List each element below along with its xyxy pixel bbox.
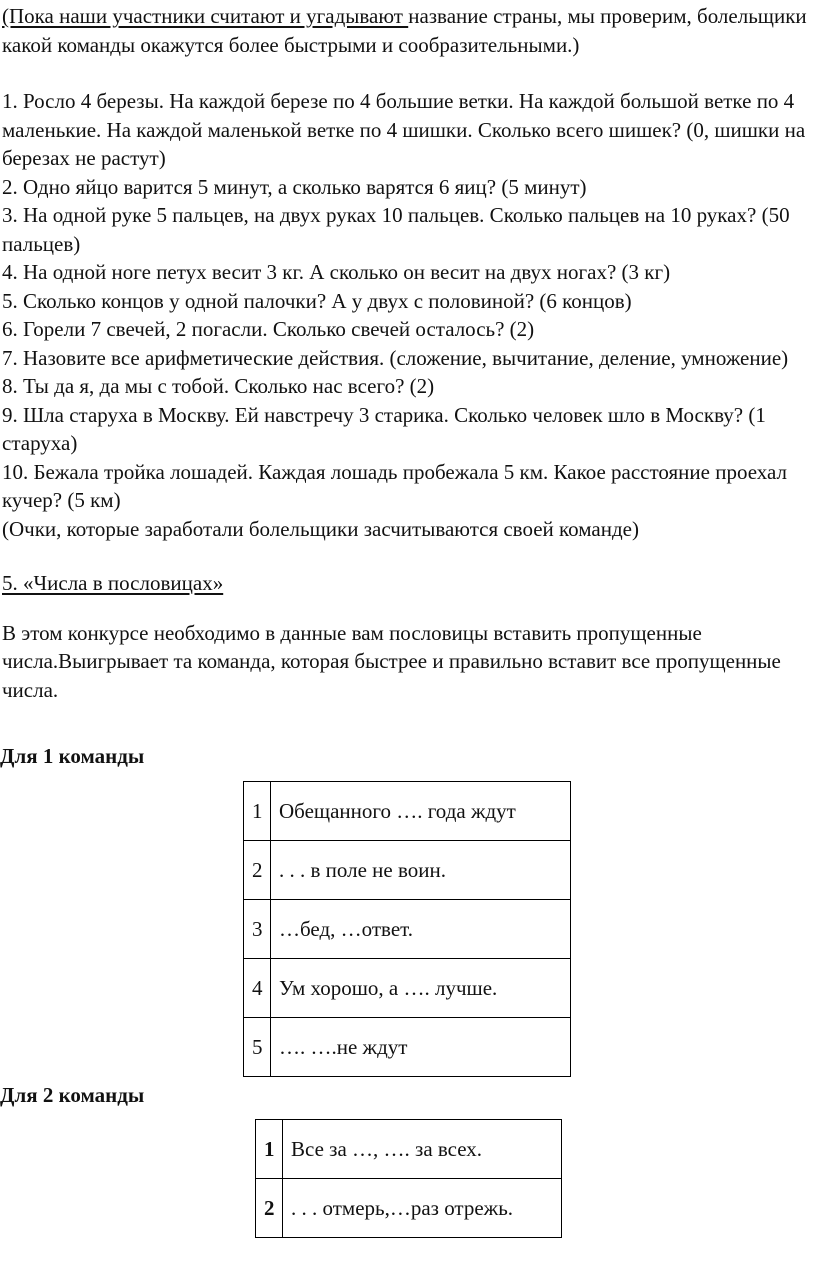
table-row	[244, 841, 571, 900]
row-number: 4	[244, 959, 271, 1018]
proverb-cell: Все за …, …. за всех.	[283, 1120, 562, 1179]
document-page	[2, 0, 814, 704]
team1-label: Для 1 команды	[0, 744, 145, 768]
table-row	[244, 900, 571, 959]
proverb-cell: …. ….не ждут	[271, 1018, 571, 1077]
questions-note: (Очки, которые заработали болельщики засчитываются своей команде)	[2, 516, 639, 541]
question-item: 5. Сколько концов у одной палочки? А у двух с половиной? (6 концов)	[2, 288, 632, 313]
section-description: В этом конкурсе необходимо в данные вам пословицы вставить пропущенные числа.Выигрывает та команда, которая быстрее и правильно вставит все пропущенные числа.	[2, 620, 781, 702]
question-item: 7. Назовите все арифметические действия. (сложение, вычитание, деление, умножение)	[2, 345, 789, 370]
question-item: 10. Бежала тройка лошадей. Каждая лошадь пробежала 5 км. Какое расстояние проехал кучер? (5 км)	[2, 459, 787, 512]
row-number: 1	[256, 1120, 283, 1179]
table-row	[256, 1179, 562, 1238]
question-item: 6. Горели 7 свечей, 2 погасли. Сколько свечей осталось? (2)	[2, 317, 535, 341]
team1-proverbs-table	[243, 781, 571, 1077]
table-row	[256, 1120, 562, 1179]
question-item: 2. Одно яйцо варится 5 минут, а сколько варятся 6 яиц? (5 минут)	[2, 174, 587, 199]
row-number: 1	[244, 782, 271, 841]
intro-paragraph	[2, 0, 814, 59]
table-row	[244, 1018, 571, 1077]
question-item: 9. Шла старуха в Москву. Ей навстречу 3 старика. Сколько человек шло в Москву? (1 старуха)	[2, 402, 766, 455]
row-number: 5	[244, 1018, 271, 1077]
row-number: 2	[244, 841, 271, 900]
proverb-cell: . . . в поле не воин.	[271, 841, 571, 900]
proverb-cell: Ум хорошо, а …. лучше.	[271, 959, 571, 1018]
question-item: 4. На одной ноге петух весит 3 кг. А сколько он весит на двух ногах? (3 кг)	[2, 260, 671, 284]
question-item: 3. На одной руке 5 пальцев, на двух руках 10 пальцев. Сколько пальцев на 10 руках? (50 пальцев)	[2, 203, 790, 256]
row-number: 2	[256, 1179, 283, 1238]
proverb-cell: Обещанного …. года ждут	[271, 782, 571, 841]
team2-label: Для 2 команды	[0, 1083, 145, 1107]
team2-proverbs-table	[255, 1119, 562, 1238]
intro-rest-text: название страны, мы проверим, болельщики какой команды окажутся более быстрыми и сообразительными.)	[2, 4, 807, 57]
question-item: 1. Росло 4 березы. На каждой березе по 4 большие ветки. На каждой большой ветке по 4 маленькие. На каждой маленькой ветке по 4 шишки. Сколько всего шишек? (0, шишки на березах не растут)	[2, 89, 806, 170]
row-number: 3	[244, 900, 271, 959]
question-item: 8. Ты да я, да мы с тобой. Сколько нас всего? (2)	[2, 374, 435, 398]
proverb-cell: . . . отмерь,…раз отрежь.	[283, 1179, 562, 1238]
proverb-cell: …бед, …ответ.	[271, 900, 571, 959]
table-row	[244, 782, 571, 841]
section-heading: 5. «Числа в пословицах»	[2, 571, 224, 595]
questions-list	[2, 87, 814, 543]
intro-underlined-text: (Пока наши участники считают и угадывают	[2, 4, 409, 28]
table-row	[244, 959, 571, 1018]
